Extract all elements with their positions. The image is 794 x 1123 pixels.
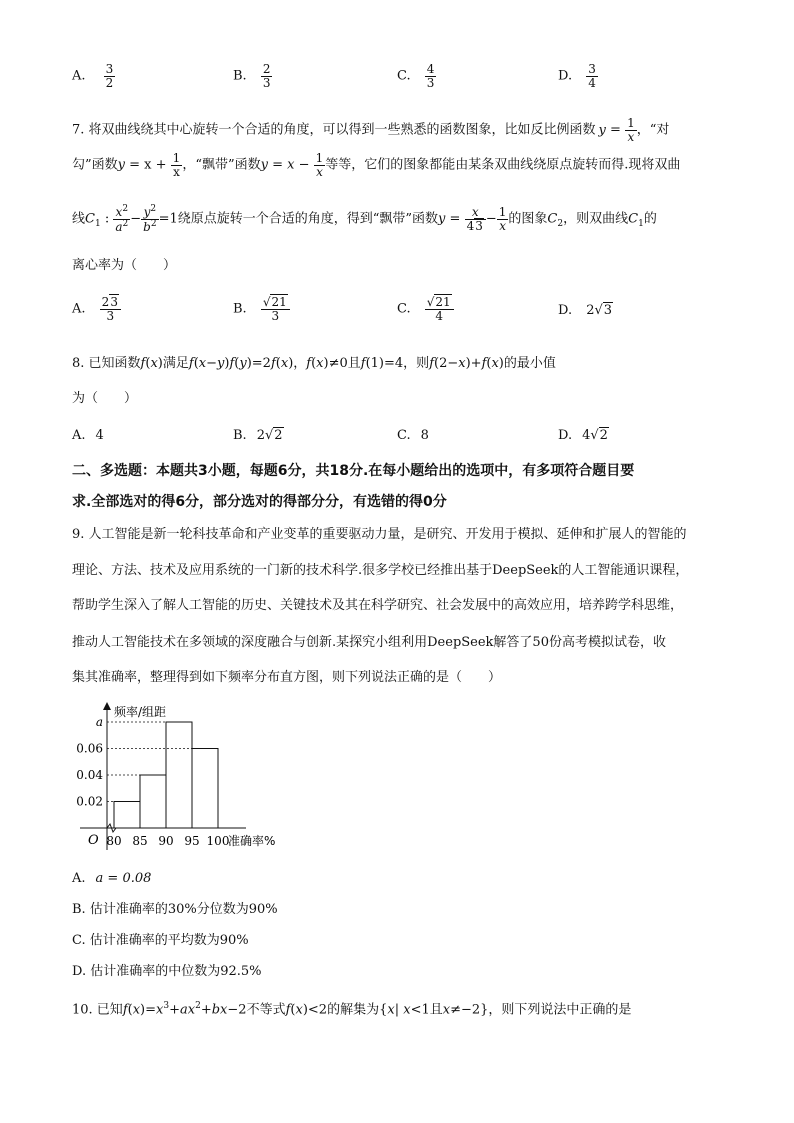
histogram-bar-80-85 — [114, 802, 140, 829]
x-tick-label: 95 — [184, 834, 200, 848]
x-tick-label: 85 — [132, 834, 148, 848]
q7-option-d: D. 2√3 — [558, 303, 613, 318]
q8-option-d: D. 4√2 — [558, 428, 608, 443]
q10-line1: 10. 已知$f(x)=x^3+ax^2+bx-2$不等式f(x)<2的解集为{x| x<1且x≠−2}，则下列说法中正确的是 — [72, 1001, 632, 1018]
section2-heading-line1: 二、多选题：本题共3小题，每题6分，共18分.在每小题给出的选项中，有多项符合题目要 — [72, 463, 635, 479]
q9-option-a: A. a = 0.08 — [72, 871, 152, 886]
q9-line5: 集其准确率，整理得到如下频率分布直方图，则下列说法正确的是（ ） — [72, 670, 502, 685]
q7-option-c: C. $\frac{√21}{4}$ — [397, 296, 454, 322]
q6-option-b: B. $\frac{2}{3}$ — [233, 62, 271, 90]
q7-line3: 线$C_1$ : $\frac{x^2}{a^2}$ − $\frac{y^2}{b^2}$ =1绕原点旋转一个合适的角度，得到“飘带”函数y = $\frac{x}{43}$ − $\frac{1}{x}$ 的图象$C_2$，则双曲线$C_1$的 — [72, 204, 657, 234]
y-tick-label: 0.06 — [76, 741, 103, 756]
histogram-bar-95-100 — [192, 749, 218, 829]
q9-line1: 9. 人工智能是新一轮科技革命和产业变革的重要驱动力量，是研究、开发用于模拟、延伸和扩展人的智能的 — [72, 527, 687, 542]
q6-option-a: A. $\frac{3}{2}$ — [72, 62, 114, 90]
frequency-histogram — [70, 700, 300, 860]
y-axis-arrow — [103, 702, 111, 710]
q8-option-c: C. 8 — [397, 428, 429, 443]
section2-heading-line2: 求.全部选对的得6分，部分选对的得部分分，有选错的得0分 — [72, 494, 447, 510]
q7-option-b: B. $\frac{√21}{3}$ — [233, 296, 290, 322]
q7-line2: 勾”函数y = x + $\frac{1}{x}$ ，“飘带”函数y = x − $\frac{1}{x}$ 等等，它们的图象都能由某条双曲线绕原点旋转而得.现将双曲 — [72, 151, 681, 179]
q8-line2: 为（ ） — [72, 391, 138, 406]
histogram-bar-90-95 — [166, 722, 192, 828]
x-axis-label: 准确率% — [228, 834, 276, 848]
q7-line4: 离心率为（ ） — [72, 258, 177, 273]
q8-option-b: B. 2√2 — [233, 428, 283, 443]
q7-line1: 7. 将双曲线绕其中心旋转一个合适的角度，可以得到一些熟悉的函数图象，比如反比例函数 y = $\frac{1}{x}$ ，“对 — [72, 116, 670, 144]
q8-option-a: A. 4 — [72, 428, 104, 443]
x-tick-label: 90 — [158, 834, 174, 848]
q7-option-a: A. $\frac{23}{3}$ — [72, 296, 121, 322]
q9-line3: 帮助学生深入了解人工智能的历史、关键技术及其在科学研究、社会发展中的高效应用，培养跨学科思维， — [72, 598, 684, 613]
q9-line2: 理论、方法、技术及应用系统的一门新的技术科学.很多学校已经推出基于DeepSeek的人工智能通识课程， — [72, 563, 689, 578]
y-axis-label: 频率/组距 — [114, 705, 167, 719]
q9-option-d: D. 估计准确率的中位数为92.5% — [72, 964, 262, 979]
q8-line1: 8. 已知函数f(x)满足f(x−y)f(y)=2f(x)，f(x)≠0且f(1)=4，则f(2−x)+f(x)的最小值 — [72, 356, 556, 371]
q9-option-c: C. 估计准确率的平均数为90% — [72, 933, 249, 948]
q9-line4: 推动人工智能技术在多领域的深度融合与创新.某探究小组利用DeepSeek解答了50份高考模拟试卷，收 — [72, 635, 666, 650]
y-tick-label: 0.02 — [76, 794, 103, 809]
x-tick-label: 80 — [106, 834, 122, 848]
q9-option-b: B. 估计准确率的30%分位数为90% — [72, 902, 278, 917]
origin-label: O — [88, 833, 99, 848]
histogram-bar-85-90 — [140, 775, 166, 828]
q6-option-d: D. $\frac{3}{4}$ — [558, 62, 596, 90]
x-tick-label: 100 — [206, 834, 230, 848]
q6-option-c: C. $\frac{4}{3}$ — [397, 62, 435, 90]
y-tick-label: 0.04 — [76, 768, 103, 782]
y-tick-label: a — [95, 715, 103, 729]
